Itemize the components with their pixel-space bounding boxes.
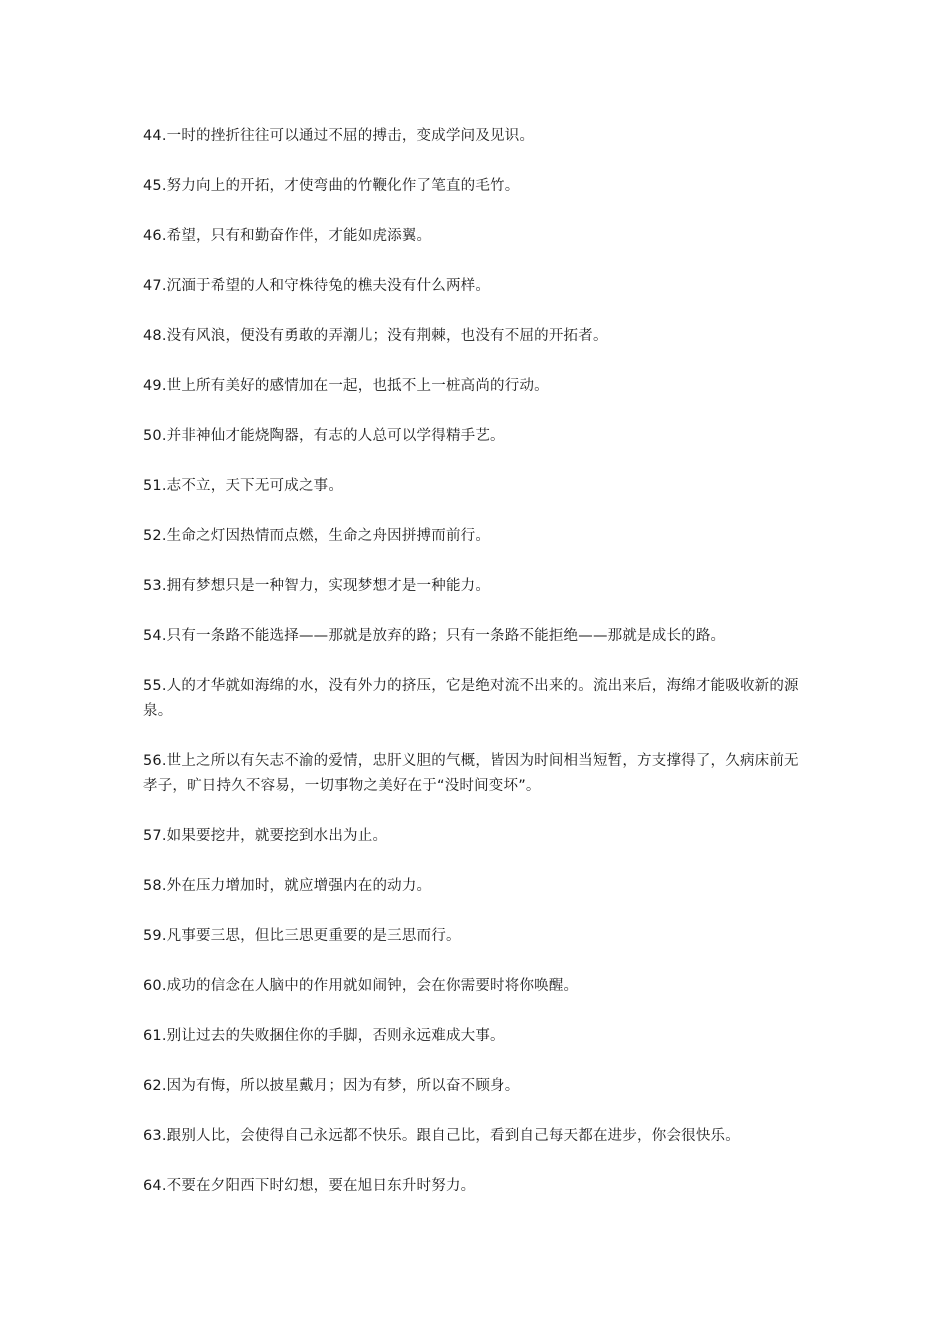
quote-52: 52.生命之灯因热情而点燃，生命之舟因拼搏而前行。: [143, 528, 491, 544]
quote-59: 59.凡事要三思，但比三思更重要的是三思而行。: [143, 928, 461, 944]
quote-50: 50.并非神仙才能烧陶器，有志的人总可以学得精手艺。: [143, 428, 505, 444]
quote-64: 64.不要在夕阳西下时幻想，要在旭日东升时努力。: [143, 1178, 476, 1194]
quote-53: 53.拥有梦想只是一种智力，实现梦想才是一种能力。: [143, 578, 491, 594]
quote-57: 57.如果要挖井，就要挖到水出为止。: [143, 828, 388, 844]
quote-56: 56.世上之所以有矢志不渝的爱情，忠肝义胆的气概，皆因为时间相当短暂，方支撑得了，久病床前无孝子，旷日持久不容易，一切事物之美好在于“没时间变坏”。: [143, 753, 799, 794]
quote-63: 63.跟别人比，会使得自己永远都不快乐。跟自己比，看到自己每天都在进步，你会很快乐。: [143, 1128, 740, 1144]
quote-60: 60.成功的信念在人脑中的作用就如闹钟，会在你需要时将你唤醒。: [143, 978, 579, 994]
quote-58: 58.外在压力增加时，就应增强内在的动力。: [143, 878, 432, 894]
quote-48: 48.没有风浪，便没有勇敢的弄潮儿；没有荆棘，也没有不屈的开拓者。: [143, 328, 608, 344]
quote-46: 46.希望，只有和勤奋作伴，才能如虎添翼。: [143, 228, 432, 244]
quote-47: 47.沉湎于希望的人和守株待兔的樵夫没有什么两样。: [143, 278, 491, 294]
quote-54: 54.只有一条路不能选择——那就是放弃的路；只有一条路不能拒绝——那就是成长的路。: [143, 628, 726, 644]
quote-61: 61.别让过去的失败捆住你的手脚，否则永远难成大事。: [143, 1028, 505, 1044]
quote-45: 45.努力向上的开拓，才使弯曲的竹鞭化作了笔直的毛竹。: [143, 178, 520, 194]
quote-49: 49.世上所有美好的感情加在一起，也抵不上一桩高尚的行动。: [143, 378, 549, 394]
quote-55: 55.人的才华就如海绵的水，没有外力的挤压，它是绝对流不出来的。流出来后，海绵才能吸收新的源泉。: [143, 678, 799, 719]
quote-51: 51.志不立，天下无可成之事。: [143, 478, 344, 494]
quote-44: 44.一时的挫折往往可以通过不屈的搏击，变成学问及见识。: [143, 128, 535, 144]
document-body: [143, 124, 807, 1224]
quote-62: 62.因为有悔，所以披星戴月；因为有梦，所以奋不顾身。: [143, 1078, 520, 1094]
